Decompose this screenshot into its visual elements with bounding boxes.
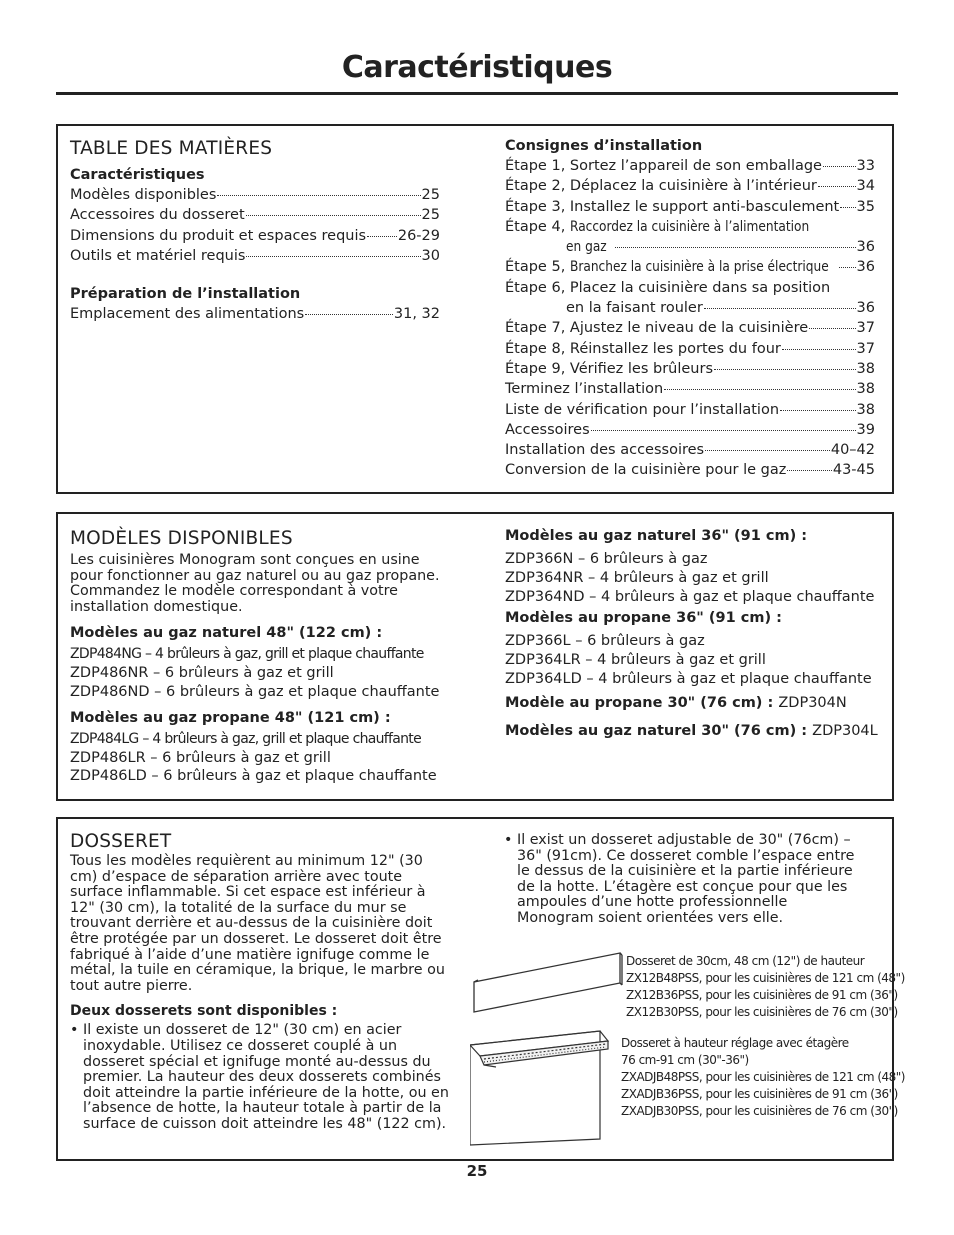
model-item: ZDP364LR – 4 brûleurs à gaz et grill [505,652,766,669]
backsplash-heading: DOSSERET [70,831,172,852]
models-box [56,512,894,801]
ng30-heading: Modèles au gaz naturel 30" (76 cm) : ZDP304L [505,722,878,739]
ng36-heading: Modèles au gaz naturel 36" (91 cm) : [505,528,808,544]
toc-entry[interactable]: Étape 8, Réinstallez les portes du four 37 [505,340,875,357]
toc-entry-line[interactable]: Étape 6, Placez la cuisinière dans sa position [505,279,831,296]
toc-section-heading: Caractéristiques [70,167,205,183]
toc-entry[interactable]: Étape 5, Branchez la cuisinière à la prise électrique 36 [505,259,875,276]
backsplash-bullet: • Il exist un dosseret adjustable de 30" (76cm) – 36" (91cm). Ce dosseret comble l’espace entre le dessus de la cuisinière et la partie inférieure de la hotte. L’étagère est conçue pour que les ampoules d’une hotte professionnelle Monogram soient orientées vers elle. [504,833,864,927]
backsplash-box [56,817,905,1161]
model-item: ZDP364LD – 4 brûleurs à gaz et plaque chauffante [505,670,872,687]
models-heading: MODÈLES DISPONIBLES [70,528,293,549]
backsplash-bullet: • Il existe un dosseret de 12" (30 cm) en acier inoxydable. Utilisez ce dosseret couplé à un dosseret spécial et ignifuge monté au-dessus du premier. La hauteur des deux dosserets combinés doit atteindre la partie inférieure de la hotte, ou en l’absence de hotte, la hauteur totale à partir de la surface de cuisson doit atteindre les 48" (122 cm). [70,1023,450,1132]
model-item: ZDP486ND – 6 brûleurs à gaz et plaque chauffante [70,683,440,700]
toc-entry[interactable]: Accessoires du dosseret 25 [70,207,440,224]
toc-entry[interactable]: en la faisant rouler 36 [566,300,875,317]
toc-entry[interactable]: Emplacement des alimentations 31, 32 [70,306,440,323]
model-item: ZDP486LR – 6 brûleurs à gaz et grill [70,749,331,766]
model-item: ZDP486NR – 6 brûleurs à gaz et grill [70,665,334,682]
backsplash-12in-illustration [474,953,622,1012]
toc-entry[interactable]: Outils et matériel requis 30 [70,247,440,264]
model-item: ZDP486LD – 6 brûleurs à gaz et plaque chauffante [70,768,437,785]
toc-entry[interactable]: Étape 7, Ajustez le niveau de la cuisinière 37 [505,320,875,337]
model-item: ZDP364NR – 4 brûleurs à gaz et grill [505,569,769,586]
title-rule [56,92,898,95]
toc-box [56,124,894,494]
page-number: 25 [466,1162,488,1180]
toc-entry[interactable]: Installation des accessoires 40–42 [505,442,875,459]
toc-right-column [505,138,875,481]
toc-entry[interactable]: Conversion de la cuisinière pour le gaz 43-45 [505,462,875,479]
backsplash-right-column [504,833,864,927]
lp36-heading: Modèles au propane 36" (91 cm) : [505,610,782,627]
models-right-column [505,528,885,743]
toc-section-heading: Consignes d’installation [505,138,703,154]
ng48-heading: Modèles au gaz naturel 48" (122 cm) : [70,625,383,642]
models-intro: Les cuisinières Monogram sont conçues en usine pour fonctionner au gaz naturel ou au gaz propane. Commandez le modèle correspondant à votre installation domestique. [70,552,440,615]
toc-entry[interactable]: Étape 1, Sortez l’appareil de son emballage 33 [505,158,875,174]
model-item: ZDP364ND – 4 brûleurs à gaz et plaque chauffante [505,588,875,605]
page-title: Caractéristiques [341,50,613,85]
toc-entry[interactable]: Étape 3, Installez le support anti-basculement 35 [505,198,875,215]
backsplash-adjustable-illustration [470,1031,608,1145]
lp48-heading: Modèles au gaz propane 48" (121 cm) : [70,709,391,726]
toc-entry[interactable]: Étape 2, Déplacez la cuisinière à l’intérieur 34 [505,178,875,195]
toc-entry-line[interactable]: Étape 4, Raccordez la cuisinière à l’alimentation [505,218,810,235]
toc-entry[interactable]: Accessoires 39 [505,421,875,438]
toc-left-column [70,138,440,324]
model-item: ZDP366N – 6 brûleurs à gaz [505,551,708,567]
toc-entry[interactable]: Modèles disponibles 25 [70,187,440,203]
model-item: ZDP366L – 6 brûleurs à gaz [505,633,705,650]
backsplash-intro: Tous les modèles requièrent au minimum 12" (30 cm) d’espace de séparation arrière avec toute surface inflammable. Si cet espace est inférieur à 12" (30 cm), la totalité de la surface du mur se trouvant derrière et au-dessus de la cuisinière doit être protégée par un dosseret. Le dosseret doit être fabriqué à l’aide d’une matière ignifuge comme le métal, la tuile en céramique, la brique, le marbre ou tout autre pierre. [70,853,445,994]
models-left-column [70,528,455,786]
toc-entry[interactable]: Liste de vérification pour l’installation 38 [505,401,875,418]
toc-entry[interactable]: en gaz 36 [566,239,875,256]
backsplash-12in-caption: Dosseret de 30cm, 48 cm (12") de hauteur ZX12B48PSS, pour les cuisinières de 121 cm (48") ZX12B36PSS, pour les cuisinières de 91 cm (36") ZX12B30PSS, pour les cuisinières de 76 cm (30") [626,954,905,1019]
toc-entry[interactable]: Dimensions du produit et espaces requis 26-29 [70,227,440,244]
backsplash-available-heading: Deux dosserets sont disponibles : [70,1003,338,1020]
toc-heading: TABLE DES MATIÈRES [70,138,273,159]
backsplash-left-column [70,831,450,1133]
model-item: ZDP484NG – 4 brûleurs à gaz, grill et plaque chauffante [70,646,424,663]
toc-entry[interactable]: Étape 9, Vérifiez les brûleurs 38 [505,360,875,377]
lp30-heading: Modèle au propane 30" (76 cm) : ZDP304N [505,694,847,711]
toc-entry[interactable]: Terminez l’installation 38 [505,381,875,398]
toc-section-heading: Préparation de l’installation [70,286,301,303]
backsplash-adjustable-caption: Dosseret à hauteur réglage avec étagère 76 cm-91 cm (30"-36") ZXADJB48PSS, pour les cuisinières de 121 cm (48") ZXADJB36PSS, pour les cuisinières de 91 cm (36") ZXADJB30PSS, pour les cuisinières de 76 cm (30") [621,1036,905,1118]
model-item: ZDP484LG – 4 brûleurs à gaz, grill et plaque chauffante [70,730,422,747]
